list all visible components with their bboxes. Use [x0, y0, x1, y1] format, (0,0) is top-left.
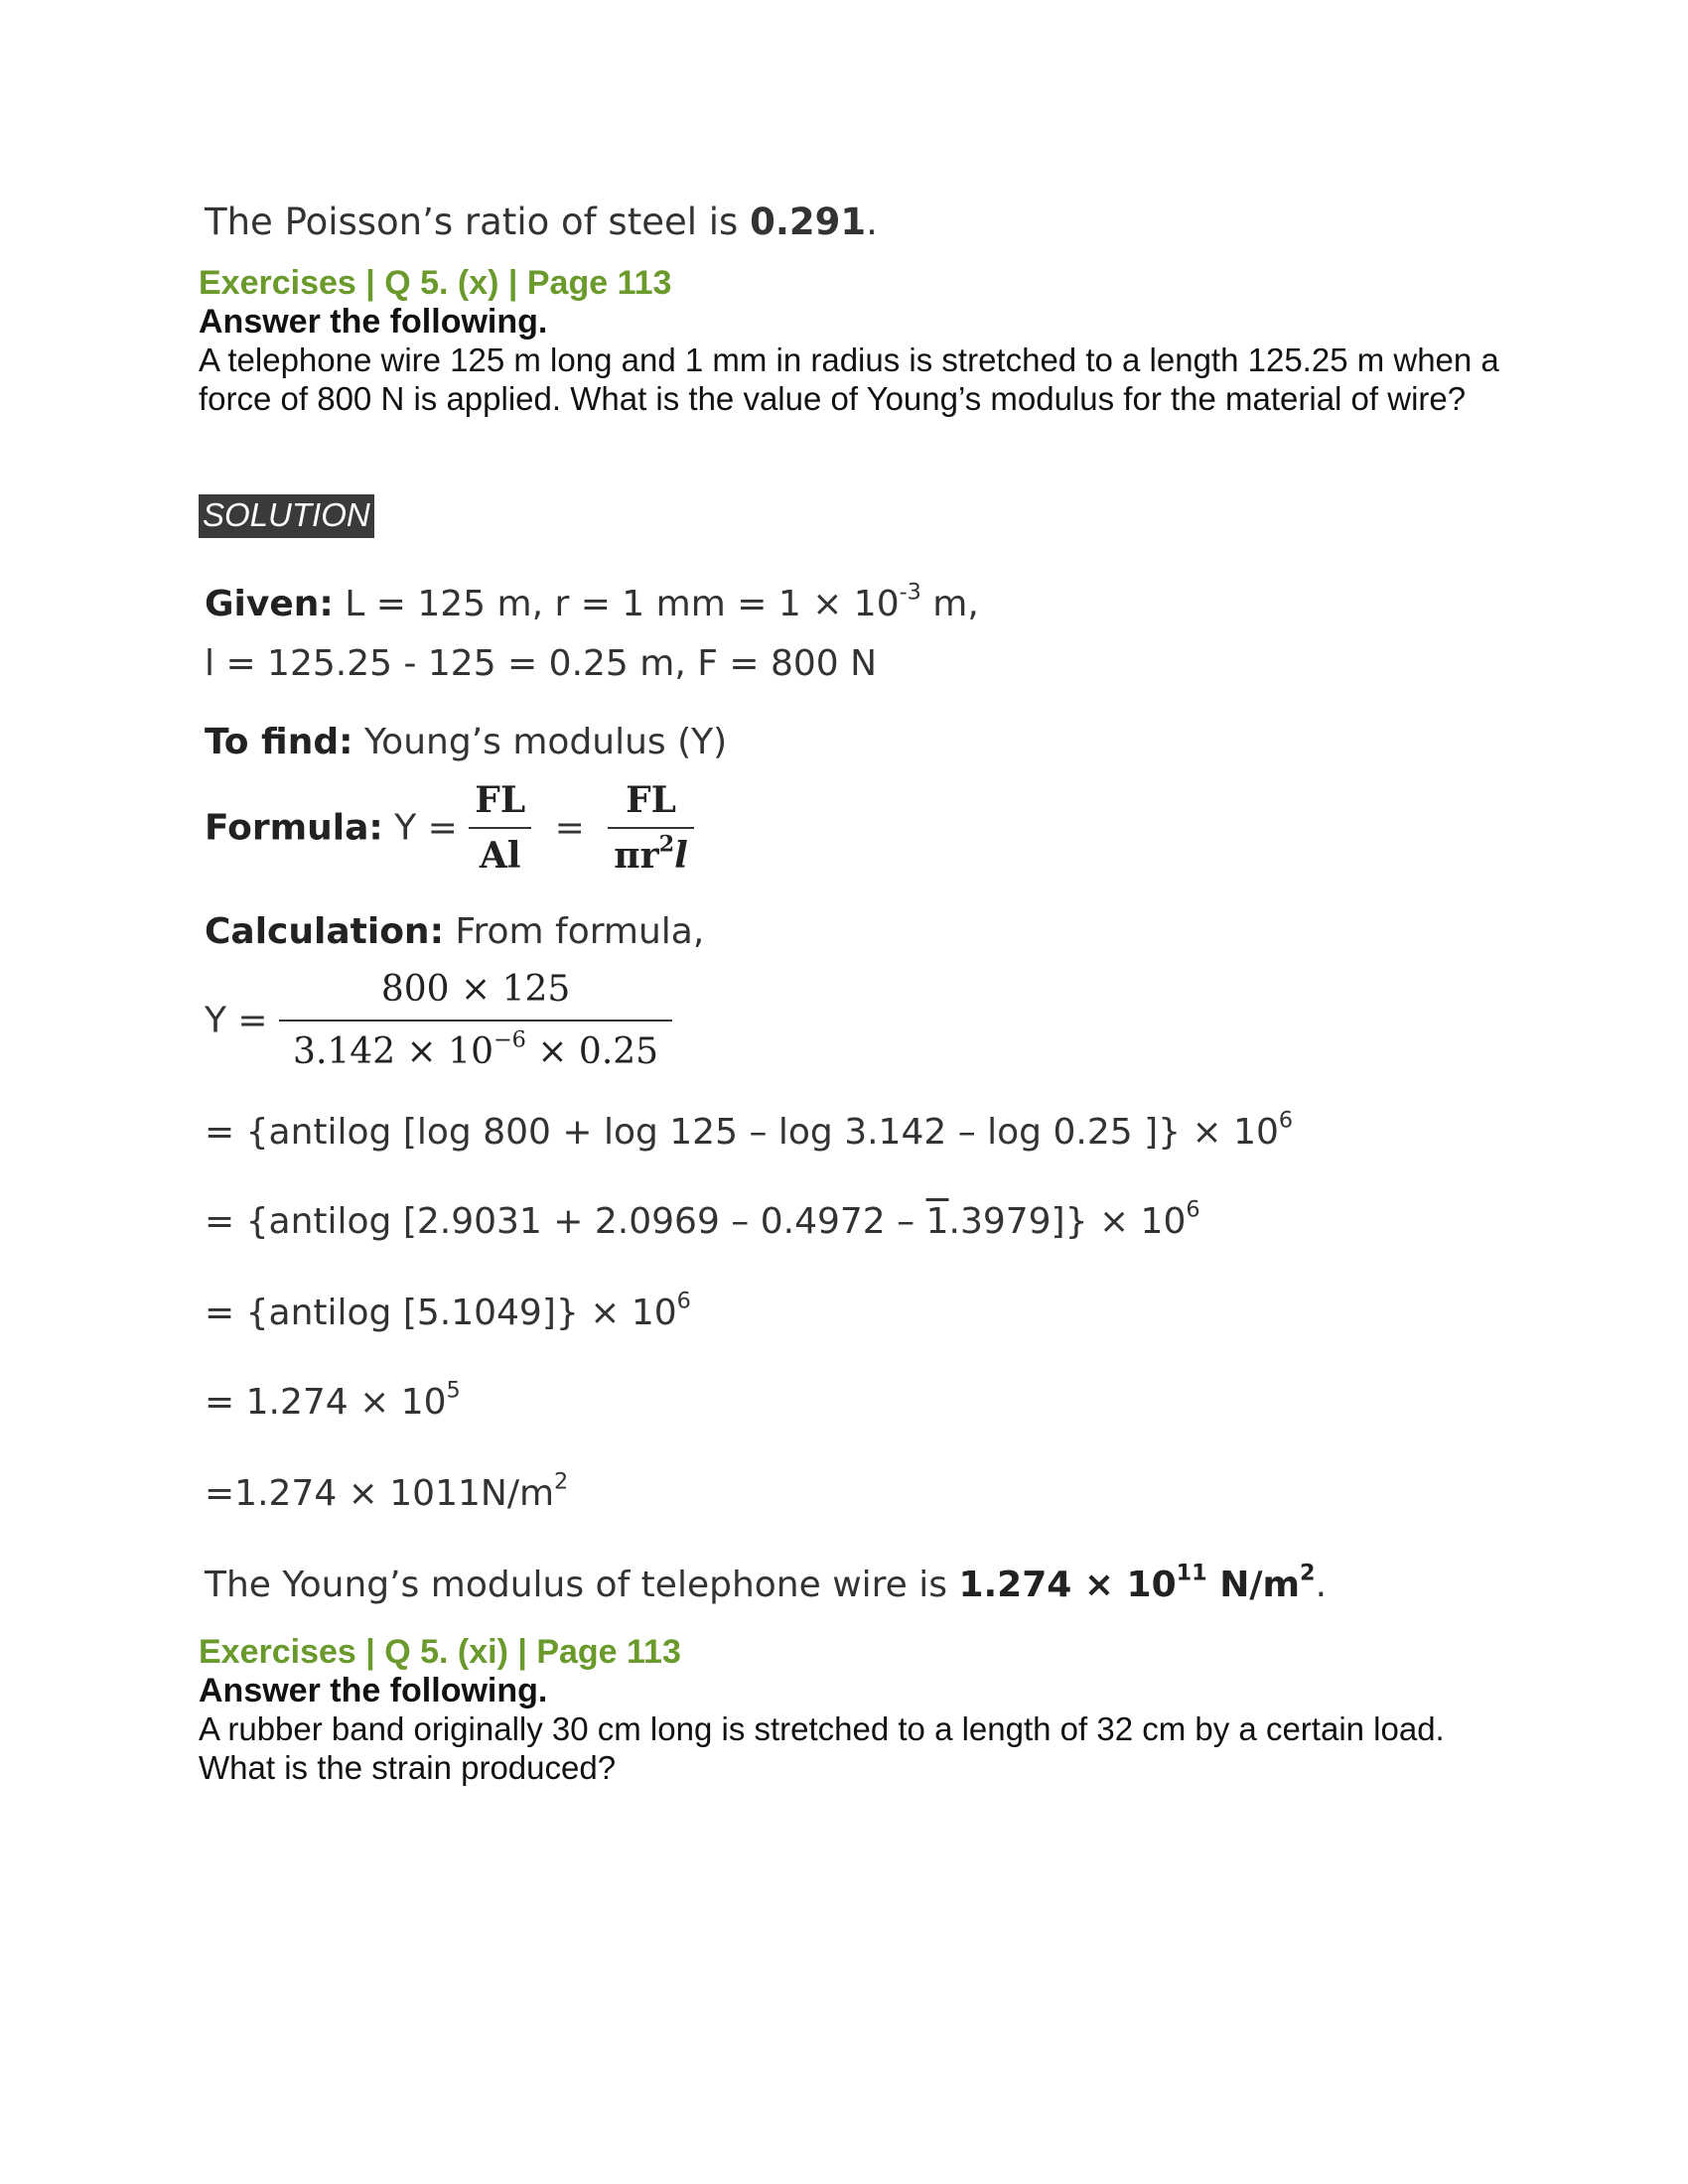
poisson-end: . [866, 201, 878, 243]
question-text: A telephone wire 125 m long and 1 mm in radius is stretched to a length 125.25 m when a force of 800 N is applied. What is the value of Young’s modulus for the material of wire? [199, 341, 1499, 417]
solution-label: SOLUTION [199, 494, 374, 538]
calculation-label: Calculation: [205, 911, 444, 952]
given-line-1: Given: L = 125 m, r = 1 mm = $1 \times 10^{-3}$ m, [205, 579, 979, 624]
calc-step-3: = {antilog $[5.1049]\} \times 10^6$ [205, 1288, 691, 1333]
formula-fraction-2: $\frac{FL}{\pi r^2l}$ [608, 779, 694, 877]
calc-step-2: = {antilog $[2.9031 + 2.0969 - 0.4972 - 1.3979]\} \times 10^6$ [205, 1196, 1200, 1242]
calc-step-5: $=1.274 \times 1011N/m^2$ [205, 1468, 569, 1514]
formula-label: Formula: [205, 807, 383, 849]
answer-label-2: Answer the following. [199, 1672, 548, 1709]
calc-step-4: = $1.274 \times 10^5$ [205, 1377, 461, 1423]
poisson-ratio-statement [205, 201, 878, 243]
result-value: $1.274 \times 10^{11}$ $N/m^2$ [958, 1560, 1316, 1605]
result-statement: The Young’s modulus of telephone wire is $1.274 \times 10^{11}$ $N/m^2$. [205, 1560, 1328, 1605]
answer-label: Answer the following. [199, 303, 548, 341]
calculation-line: Calculation: From formula, [205, 911, 705, 952]
question-heading: Exercises | Q 5. (x) | Page 113 [199, 264, 672, 302]
question-text-2: A rubber band originally 30 cm long is stretched to a length of 32 cm by a certain load. What is the strain produced? [199, 1710, 1445, 1786]
poisson-value: 0.291 [750, 201, 867, 243]
question-heading-2: Exercises | Q 5. (xi) | Page 113 [199, 1633, 681, 1671]
young-fraction-line: Y = $\frac{800 \times 125}{3.142 \times 10^{-6} \times 0.25}$ [205, 969, 672, 1072]
calc-step-1: = {antilog [log 800 + log 125 – log 3.142 – log 0.25 ]} × $10^6$ [205, 1107, 1294, 1153]
formula-line: Formula: Y = $\frac{FL}{Al}$ = $\frac{FL}{\pi r^2l}$ [205, 779, 694, 877]
poisson-text: The Poisson’s ratio of steel is [205, 201, 751, 243]
to-find-line: To find: Young’s modulus (Y) [205, 722, 728, 762]
to-find-label: To find: [205, 722, 353, 762]
given-label: Given: [205, 584, 334, 624]
formula-fraction-1: $\frac{FL}{Al}$ [469, 779, 531, 877]
given-line-2: l = 125.25 - 125 = 0.25 m, F = 800 N [205, 643, 878, 684]
young-fraction: $\frac{800 \times 125}{3.142 \times 10^{-6} \times 0.25}$ [279, 969, 672, 1072]
